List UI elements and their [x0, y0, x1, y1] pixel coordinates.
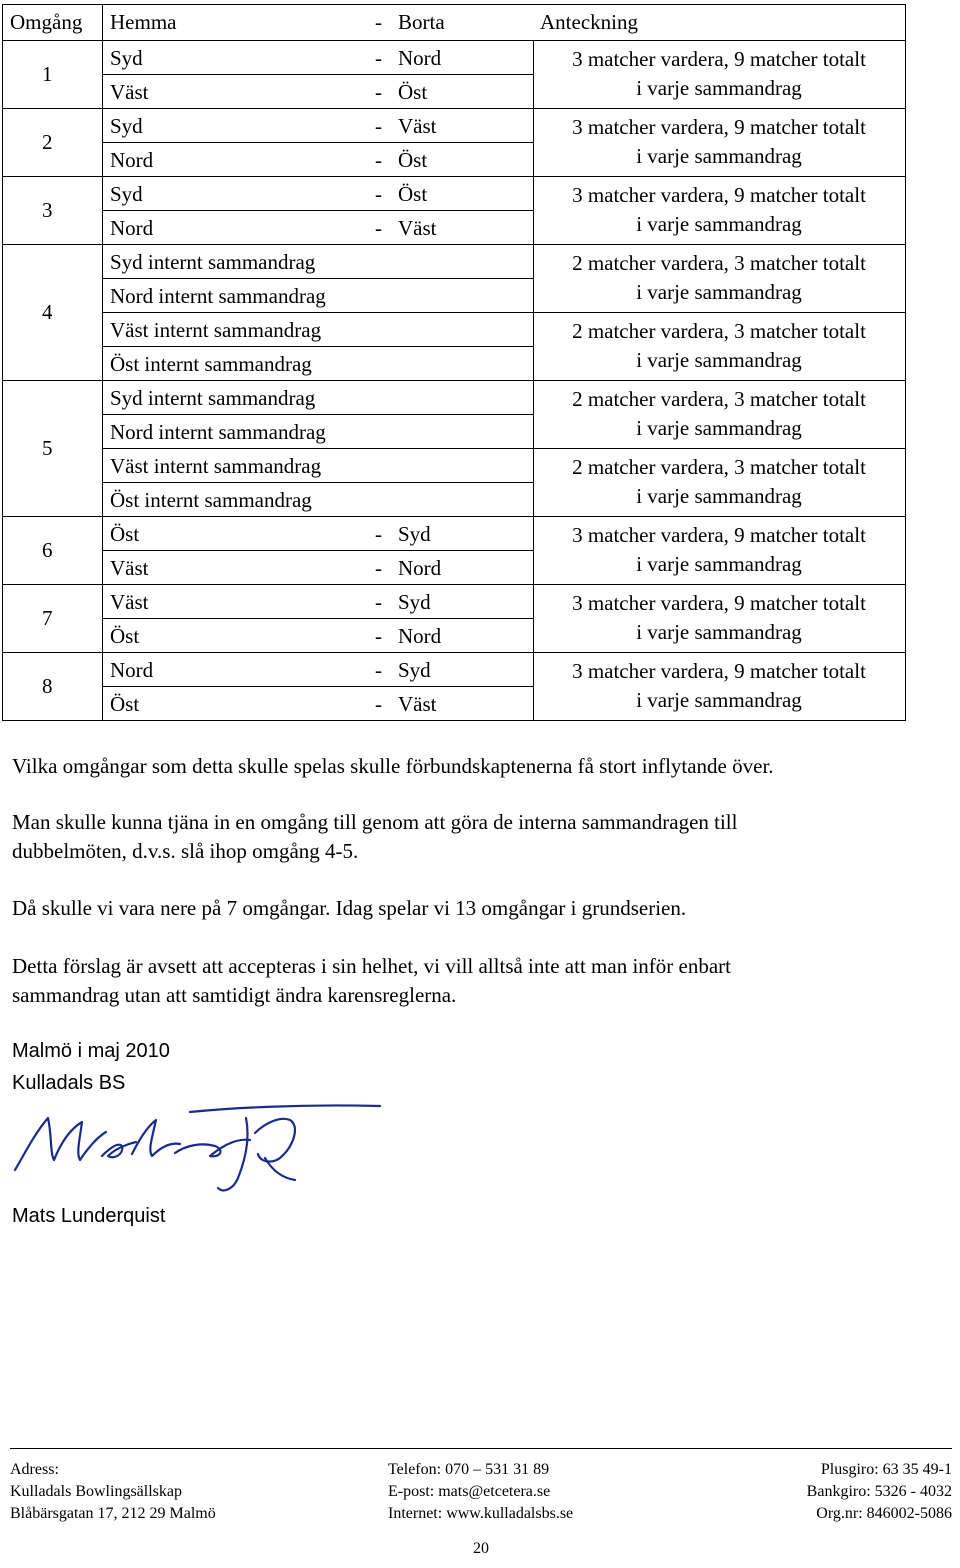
- match-dash: -: [375, 182, 382, 206]
- note-line-2: i varje sammandrag: [636, 688, 802, 712]
- table-right-border: [905, 4, 906, 721]
- paragraph-1: Vilka omgångar som detta skulle spelas skulle förbundskaptenerna få stort inflytande över.: [12, 754, 774, 778]
- header-round: Omgång: [10, 10, 83, 34]
- header-rule: [2, 40, 905, 41]
- match-dash: -: [375, 80, 382, 104]
- round-number: 4: [42, 300, 53, 324]
- table-left-border: [2, 4, 3, 720]
- home-team: Öst: [110, 692, 140, 716]
- paragraph-2-line-1: Man skulle kunna tjäna in en omgång till genom att göra de interna sammandragen till: [12, 810, 738, 834]
- away-team: Väst: [398, 114, 437, 138]
- row-rule: [2, 652, 905, 653]
- header-away: Borta: [398, 10, 445, 34]
- note-rule: [533, 312, 905, 313]
- handwritten-signature: [10, 1098, 390, 1198]
- away-team: Nord: [398, 624, 442, 648]
- sub-row-rule: [103, 278, 533, 279]
- home-team: Syd: [110, 46, 143, 70]
- note-line-2: i varje sammandrag: [636, 280, 802, 304]
- round-number: 7: [42, 606, 53, 630]
- header-dash: -: [375, 10, 382, 34]
- paragraph-4-line-2: sammandrag utan att samtidigt ändra karensreglerna.: [12, 983, 457, 1007]
- sub-row-rule: [103, 312, 533, 313]
- sub-row-rule: [103, 550, 533, 551]
- home-team: Syd: [110, 182, 143, 206]
- round-number: 8: [42, 674, 53, 698]
- club-name: Kulladals BS: [12, 1072, 126, 1094]
- note-rule: [533, 448, 905, 449]
- home-team: Nord: [110, 216, 154, 240]
- home-team: Väst: [110, 590, 149, 614]
- match-dash: -: [375, 658, 382, 682]
- match-dash: -: [375, 590, 382, 614]
- home-team: Öst: [110, 522, 140, 546]
- row-rule: [2, 584, 905, 585]
- row-rule: [2, 108, 905, 109]
- internal-group: Syd internt sammandrag: [110, 250, 316, 274]
- away-team: Väst: [398, 692, 437, 716]
- match-dash: -: [375, 556, 382, 580]
- footer-col3-line: Bankgiro: 5326 - 4032: [806, 1483, 952, 1500]
- header-note: Anteckning: [540, 10, 638, 34]
- internal-group: Väst internt sammandrag: [110, 318, 322, 342]
- note-line-1: 2 matcher vardera, 3 matcher totalt: [572, 251, 866, 275]
- note-line-1: 3 matcher vardera, 9 matcher totalt: [572, 591, 866, 615]
- signer-name: Mats Lunderquist: [12, 1205, 166, 1227]
- note-line-1: 3 matcher vardera, 9 matcher totalt: [572, 659, 866, 683]
- round-number: 2: [42, 130, 53, 154]
- note-line-2: i varje sammandrag: [636, 484, 802, 508]
- footer-col3-line: Plusgiro: 63 35 49-1: [820, 1461, 952, 1478]
- footer-col2-line: Telefon: 070 – 531 31 89: [388, 1461, 550, 1478]
- round-number: 1: [42, 62, 53, 86]
- home-team: Öst: [110, 624, 140, 648]
- sub-row-rule: [103, 448, 533, 449]
- note-line-2: i varje sammandrag: [636, 552, 802, 576]
- note-line-2: i varje sammandrag: [636, 620, 802, 644]
- round-number: 5: [42, 436, 53, 460]
- home-team: Väst: [110, 80, 149, 104]
- match-dash: -: [375, 46, 382, 70]
- note-line-1: 2 matcher vardera, 3 matcher totalt: [572, 319, 866, 343]
- paragraph-4-line-1: Detta förslag är avsett att accepteras i sin helhet, vi vill alltså inte att man inför enbart: [12, 954, 731, 978]
- note-line-1: 2 matcher vardera, 3 matcher totalt: [572, 455, 866, 479]
- footer-divider: [10, 1448, 952, 1449]
- paragraph-2-line-2: dubbelmöten, d.v.s. slå ihop omgång 4-5.: [12, 839, 359, 863]
- sub-row-rule: [103, 142, 533, 143]
- match-dash: -: [375, 692, 382, 716]
- sub-row-rule: [103, 482, 533, 483]
- away-team: Öst: [398, 80, 428, 104]
- away-team: Syd: [398, 658, 431, 682]
- footer-col3-line: Org.nr: 846002-5086: [816, 1505, 952, 1522]
- note-line-2: i varje sammandrag: [636, 76, 802, 100]
- footer-col1-line: Adress:: [10, 1461, 59, 1478]
- home-team: Nord: [110, 658, 154, 682]
- home-team: Syd: [110, 114, 143, 138]
- away-team: Nord: [398, 46, 442, 70]
- sub-row-rule: [103, 414, 533, 415]
- sub-row-rule: [103, 618, 533, 619]
- row-rule: [2, 244, 905, 245]
- away-team: Syd: [398, 590, 431, 614]
- home-team: Nord: [110, 148, 154, 172]
- row-rule: [2, 720, 905, 721]
- internal-group: Väst internt sammandrag: [110, 454, 322, 478]
- internal-group: Nord internt sammandrag: [110, 284, 326, 308]
- note-line-2: i varje sammandrag: [636, 212, 802, 236]
- sub-row-rule: [103, 346, 533, 347]
- note-line-2: i varje sammandrag: [636, 416, 802, 440]
- row-rule: [2, 516, 905, 517]
- note-line-1: 3 matcher vardera, 9 matcher totalt: [572, 523, 866, 547]
- away-team: Syd: [398, 522, 431, 546]
- internal-group: Nord internt sammandrag: [110, 420, 326, 444]
- internal-group: Syd internt sammandrag: [110, 386, 316, 410]
- sub-row-rule: [103, 686, 533, 687]
- footer-col1-line: Kulladals Bowlingsällskap: [10, 1483, 182, 1500]
- table-top-border: [2, 4, 905, 5]
- internal-group: Öst internt sammandrag: [110, 352, 312, 376]
- home-team: Väst: [110, 556, 149, 580]
- footer-col2-line: Internet: www.kulladalsbs.se: [388, 1505, 574, 1522]
- away-team: Öst: [398, 182, 428, 206]
- footer-col1-line: Blåbärsgatan 17, 212 29 Malmö: [10, 1505, 216, 1522]
- match-dash: -: [375, 522, 382, 546]
- paragraph-3: Då skulle vi vara nere på 7 omgångar. Idag spelar vi 13 omgångar i grundserien.: [12, 896, 687, 920]
- place-date: Malmö i maj 2010: [12, 1040, 170, 1062]
- note-line-1: 3 matcher vardera, 9 matcher totalt: [572, 47, 866, 71]
- note-line-1: 3 matcher vardera, 9 matcher totalt: [572, 183, 866, 207]
- internal-group: Öst internt sammandrag: [110, 488, 312, 512]
- row-rule: [2, 176, 905, 177]
- sub-row-rule: [103, 210, 533, 211]
- footer-col2-line: E-post: mats@etcetera.se: [388, 1483, 551, 1500]
- away-team: Öst: [398, 148, 428, 172]
- match-dash: -: [375, 114, 382, 138]
- note-line-1: 2 matcher vardera, 3 matcher totalt: [572, 387, 866, 411]
- round-number: 6: [42, 538, 53, 562]
- page-number: 20: [473, 1540, 489, 1557]
- header-home: Hemma: [110, 10, 177, 34]
- note-line-2: i varje sammandrag: [636, 144, 802, 168]
- match-dash: -: [375, 216, 382, 240]
- row-rule: [2, 380, 905, 381]
- note-column-divider: [533, 40, 534, 720]
- round-number: 3: [42, 198, 53, 222]
- away-team: Nord: [398, 556, 442, 580]
- note-line-1: 3 matcher vardera, 9 matcher totalt: [572, 115, 866, 139]
- sub-row-rule: [103, 74, 533, 75]
- note-line-2: i varje sammandrag: [636, 348, 802, 372]
- away-team: Väst: [398, 216, 437, 240]
- match-dash: -: [375, 148, 382, 172]
- match-dash: -: [375, 624, 382, 648]
- round-column-divider: [102, 4, 103, 720]
